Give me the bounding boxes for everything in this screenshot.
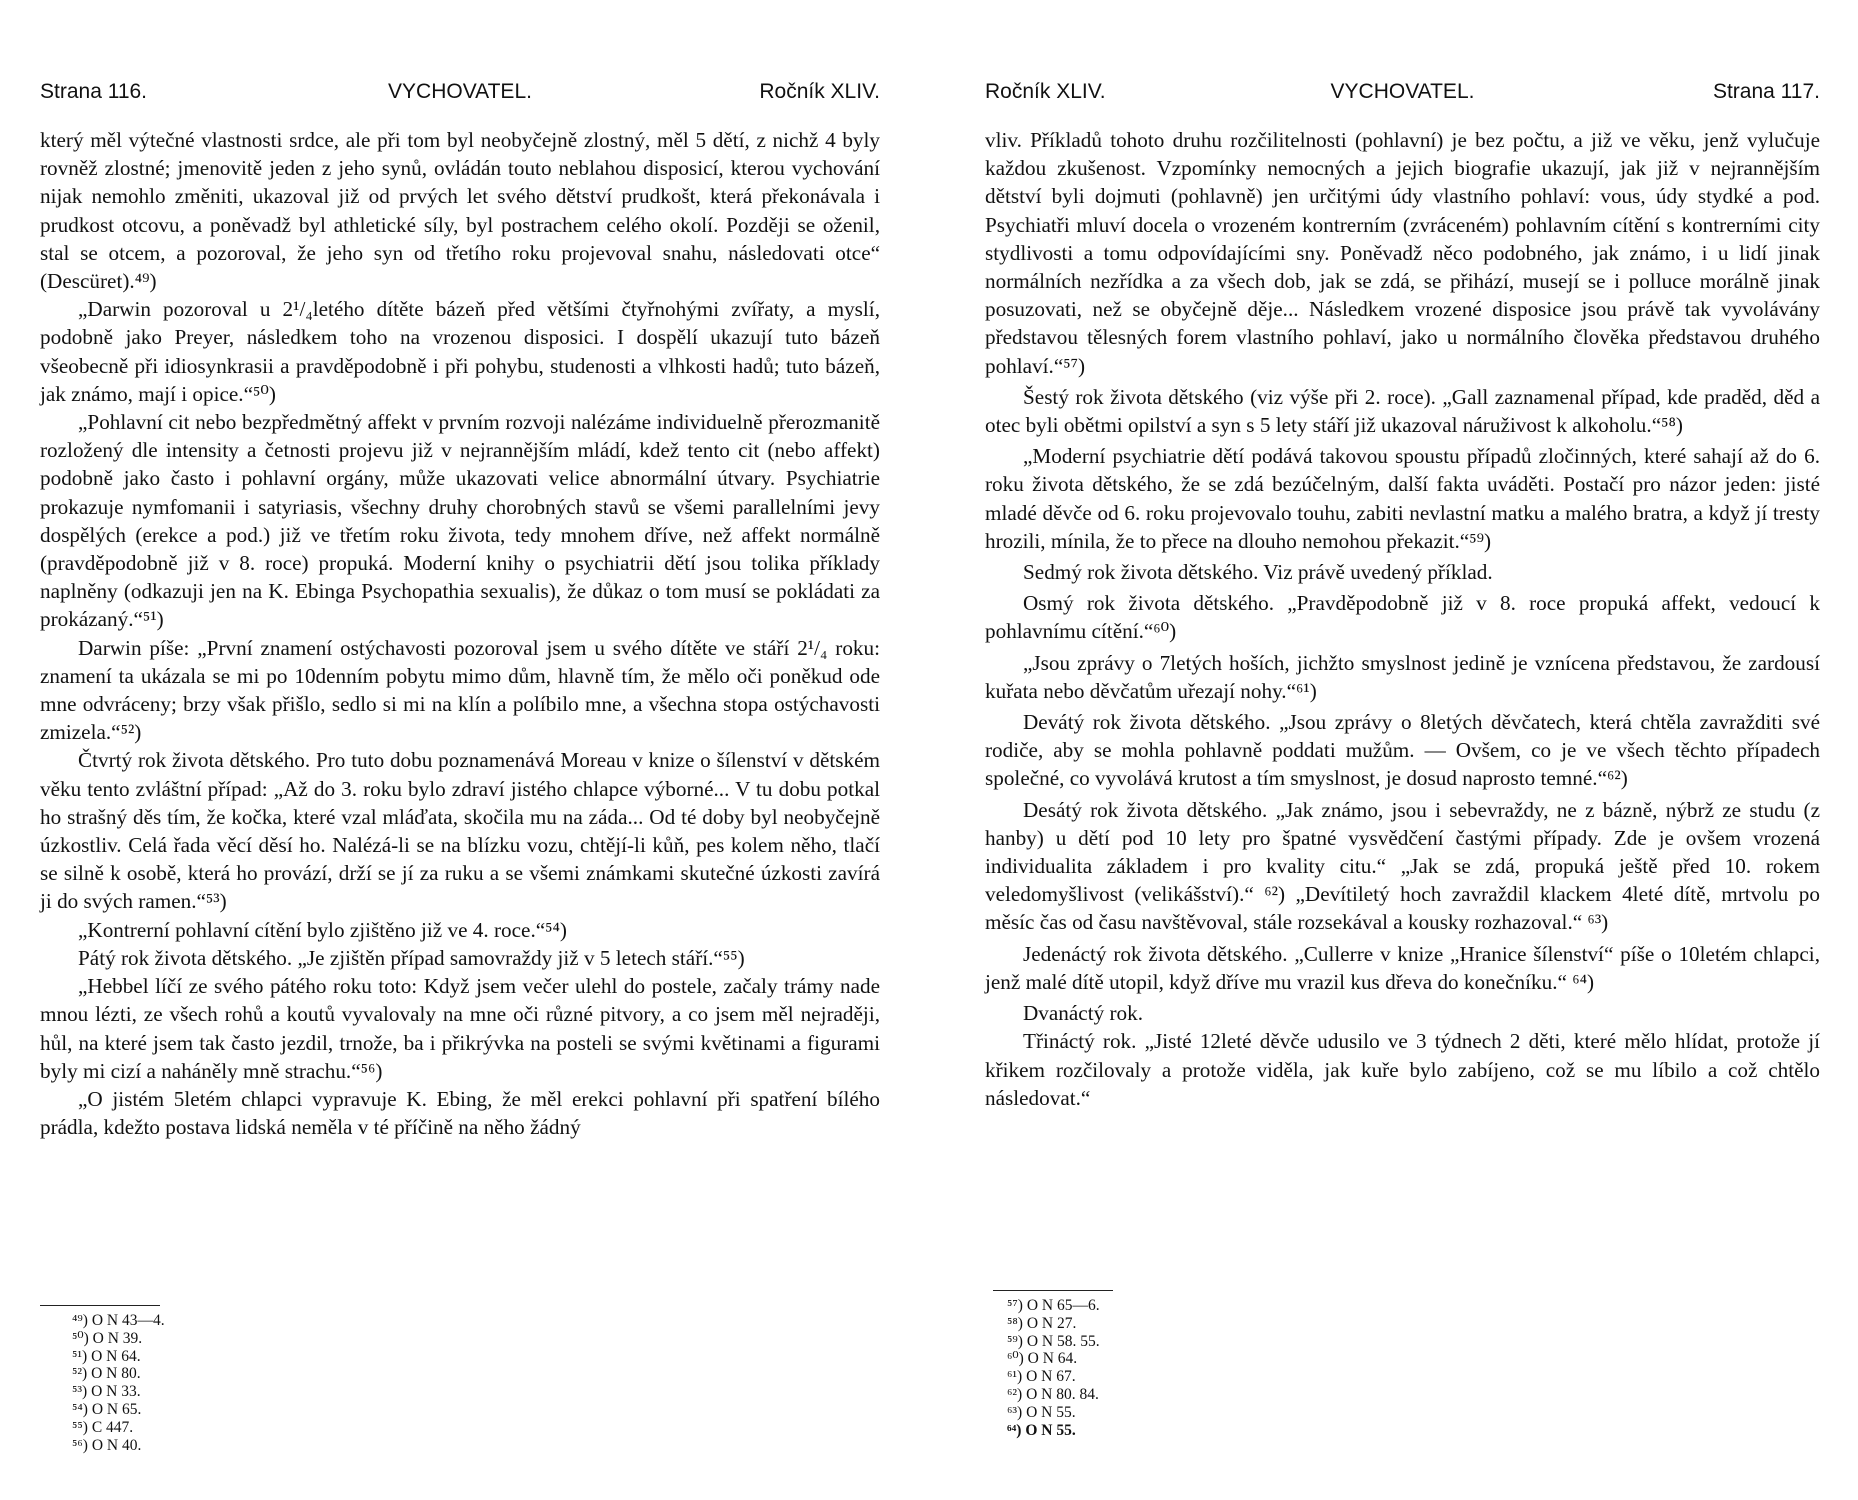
paragraph: „Darwin pozoroval u 2¹/₄letého dítěte bázeň před většími čtyřnohými zvířaty, a myslí, podobně jako Preyer, následkem toho na vrozenou disposici. I dospělí ukazují tuto bázeň všeobecně při idiosynkrasii a pravděpodobně i při pohybu, studenosti a vlhkosti hadů; tuto bázeň, jak známo, mají i opice.“⁵⁰) [40,297,880,406]
footnote: ⁵⁷) O N 65—6. [1007,1297,1100,1314]
footnote: ⁶¹) O N 67. [1007,1368,1076,1386]
footnote: ⁵²) O N 80. [72,1365,141,1383]
volume-label-left: Ročník XLIV. [759,80,880,103]
paragraph: Pátý rok života dětského. „Je zjištěn případ samovraždy již v 5 letech stáří.“⁵⁵) [78,945,745,970]
page-number-left: Strana 116. [40,80,148,103]
paragraph: „Moderní psychiatrie dětí podává takovou spoustu případů zločinných, které sahají až do 6. roku života dětského, že se zdá bezúčelným, další fakta uváděti. Postačí pro názor jeden: jisté mladé děvče od 6. roku projevovalo touhu, zabiti nevlastní matku a malého bratra, a když jí tresty hrozili, mínila, že to přece na dlouho nemohou překazit.“⁵⁹) [985,444,1820,553]
paragraph: „Hebbel líčí ze svého pátého roku toto: Když jsem večer ulehl do postele, začaly trámy nade mnou lézti, ze všech rohů a koutů vyvalovaly na mne oči různé pitvory, a co jsem měl nejraději, hůl, na které jsem tak často jezdil, trnože, ba i přikrývka na posteli se svými květinami a figurami byly mi cizí a naháněly mně strachu.“⁵⁶) [40,974,880,1083]
left-page [40,0,880,1500]
paragraph: Třináctý rok. „Jisté 12leté děvče udusilo ve 3 týdnech 2 děti, které mělo hlídat, protože jí křikem rozčilovaly a protože viděla, jak kuře bylo zabíjeno, což se mu líbilo a což chtělo následovat.“ [985,1029,1820,1110]
volume-label-right: Ročník XLIV. [985,80,1106,103]
paragraph: Sedmý rok života dětského. Viz právě uvedený příklad. [1023,560,1493,585]
paragraph: Devátý rok života dětského. „Jsou zprávy o 8letých děvčatech, která chtěla zavražditi své rodiče, aby se mohla pohlavně poddati mužům. — Ovšem, co je ve všech těchto případech společné, co vyvolává krutost a tím smyslnost, je dosud naprosto temné.“⁶²) [985,710,1820,791]
journal-title-right: VYCHOVATEL. [1330,80,1475,103]
paragraph: Osmý rok života dětského. „Pravděpodobně již v 8. roce propuká affekt, vedoucí k pohlavnímu cítění.“⁶⁰) [985,591,1820,644]
paragraph: Dvanáctý rok. [1023,1001,1144,1026]
paragraph: Jedenáctý rok života dětského. „Cullerre v knize „Hranice šílenství“ píše o 10letém chlapci, jenž malé dítě utopil, když dříve mu vrazil kus dřeva do konečníku.“ ⁶⁴) [985,941,1820,994]
footnote: ⁵⁹) O N 58. 55. [1007,1332,1100,1350]
paragraph: Čtvrtý rok života dětského. Pro tuto dobu poznamenává Moreau v knize o šílenství v dětském věku tento zvláštní případ: „Až do 3. roku bylo zdraví jistého chlapce výborné... V tu dobu potkal ho strašný děs tím, že kočka, které vzal mláďata, skočila mu na záda... Od té doby byl neobyčejně úzkostliv. Celá řada věcí děsí ho. Nalézá-li se na blízku vozu, chtějí-li kůň, pes kolem něho, tlačí se silně k osobě, která ho provází, drží se jí za ruku a se všemi známkami skutečné úzkosti zavírá ji do svých ramen.“⁵³) [40,748,880,914]
footnote: ⁵³) O N 33. [72,1383,141,1401]
footnote: ⁶²) O N 80. 84. [1007,1385,1099,1403]
footnote-divider-right [993,1290,1113,1291]
footnote: ⁶³) O N 55. [1007,1403,1076,1421]
left-body-text [40,126,880,1141]
paragraph: „O jistém 5letém chlapci vypravuje K. Ebing, že měl erekci pohlavní při spatření bílého prádla, kdežto postava lidská neměla v té příčině na něho žádný [40,1086,880,1140]
page-number-right: Strana 117. [1712,80,1820,103]
footnote: ⁵⁰) O N 39. [72,1329,143,1347]
paragraph: „Kontrerní pohlavní cítění bylo zjištěno již ve 4. roce.“⁵⁴) [78,917,567,942]
footnote: ⁶⁴) O N 55. [1007,1421,1076,1439]
footnote: ⁵⁴) O N 65. [72,1400,142,1418]
right-page [985,0,1820,1500]
footnotes-left [72,1312,165,1454]
footnote: ⁶⁰) O N 64. [1007,1350,1078,1368]
paragraph: který měl výtečné vlastnosti srdce, ale při tom byl neobyčejně zlostný, měl 5 dětí, z nichž 4 byly rovněž zlostné; jmenovitě jeden z jeho synů, ovládán touto neblahou disposicí, kterou vychování nijak nemohlo změniti, ukazoval již od prvých let svého dětství prudkošt, která překonávala i prudkost otcovu, a poněvadž byl athletické síly, byl postrachem celého okolí. Později se oženil, stal se otcem, a pozoroval, že jeho syn od třetího roku projevoval snahu, následovati otce“ (Descüret).⁴⁹) [40,128,880,294]
right-running-head [985,80,1820,110]
footnote-divider-left [40,1305,160,1306]
paragraph: Desátý rok života dětského. „Jak známo, jsou i sebevraždy, ne z bázně, nýbrž ze studu (z hanby) u dětí pod 10 lety pro špatné vysvědčení častými případy. Zde je ovšem vrozená individualita základem i pro kvality citu.“ „Jak se zdá, propuká ještě před 10. rokem veledomyšlivost (velikášství).“ ⁶²) „Devítiletý hoch zavraždil klackem 4leté dítě, mrtvolu po měsíc čas od času navštěvoval, stále rozsekával a kousky rozhazoval.“ ⁶³) [985,797,1820,935]
left-running-head [40,80,880,110]
paragraph: Darwin píše: „První znamení ostýchavosti pozoroval jsem u svého dítěte ve stáří 2¹/₄ roku: znamení ta ukázala se mi po 10denním pobytu mimo dům, hlavně tím, že mělo oči poněkud ode mne odvráceny; brzy však přišlo, sedlo si mi na klín a políbilo mne, a všechna stopa ostýchavosti zmizela.“⁵²) [40,635,880,745]
footnotes-right [1007,1297,1100,1439]
journal-title-left: VYCHOVATEL. [388,80,532,103]
footnote: ⁵¹) O N 64. [72,1347,141,1365]
paragraph: „Jsou zprávy o 7letých hoších, jichžto smyslnost jedině je vznícena představou, že zardousí kuřata nebo děvčatům uřezají nohy.“⁶¹) [985,650,1820,703]
footnote: ⁵⁵) C 447. [72,1418,134,1436]
paragraph: vliv. Příkladů tohoto druhu rozčilitelnosti (pohlavní) je bez počtu, a již ve věku, jenž vylučuje každou zkušenost. Vzpomínky nemocných a jejich biografie ukazují, jak již v nejrannějším dětství byli dojmuti (pohlavně) jen určitými údy vlastního pohlaví: vous, údy stydké a pod. Psychiatři mluví docela o vrozeném kontrerním (zvráceném) pohlavním cítění s kontrerními city stydlivosti a tomu odpovídajícími sny. Poněvadž něco podobného, jak známo, i u lidí jinak normálních nezřídka a za všech dob, jak se zdá, se přihází, musejí se i polluce morálně jinak posuzovati, než se obyčejně děje... Následkem vrozené disposice jsou právě tak vyvolávány představou tělesných forem vlastního pohlaví, jako u normálního člověka představou druhého pohlaví.“⁵⁷) [985,128,1820,378]
footnote: ⁵⁶) O N 40. [72,1436,142,1454]
paragraph: „Pohlavní cit nebo bezpředmětný affekt v prvním rozvoji nalézáme individuelně přerozmanitě rozložený dle intensity a četnosti projevu již v nejrannějším mládí, kdež tento cit (nebo affekt) podobně jako často i pohlavní orgány, může ukazovati velice abnormální útvary. Psychiatrie prokazuje nymfomanii i satyriasis, všechny druhy chorobných stavů se všemi parallelními jevy dospělých (erekce a pod.) již ve třetím roku života, tedy mnohem dříve, než affekt normálně (pravděpodobně již v 8. roce) propuká. Moderní knihy o psychiatrii dětí jsou tolika příklady naplněny (odkazuji jen na K. Ebinga Psychopathia sexualis), že důkaz o tom musí se pokládati za prokázaný.“⁵¹) [40,410,880,632]
paragraph: Šestý rok života dětského (viz výše při 2. roce). „Gall zaznamenal případ, kde praděd, děd a otec byli obětmi opilství a syn s 5 lety stáří již ukazoval náruživost k alkoholu.“⁵⁸) [985,384,1820,438]
footnote: ⁵⁸) O N 27. [1007,1314,1077,1332]
footnote: ⁴⁹) O N 43—4. [72,1312,165,1329]
right-body-text [985,126,1820,1112]
